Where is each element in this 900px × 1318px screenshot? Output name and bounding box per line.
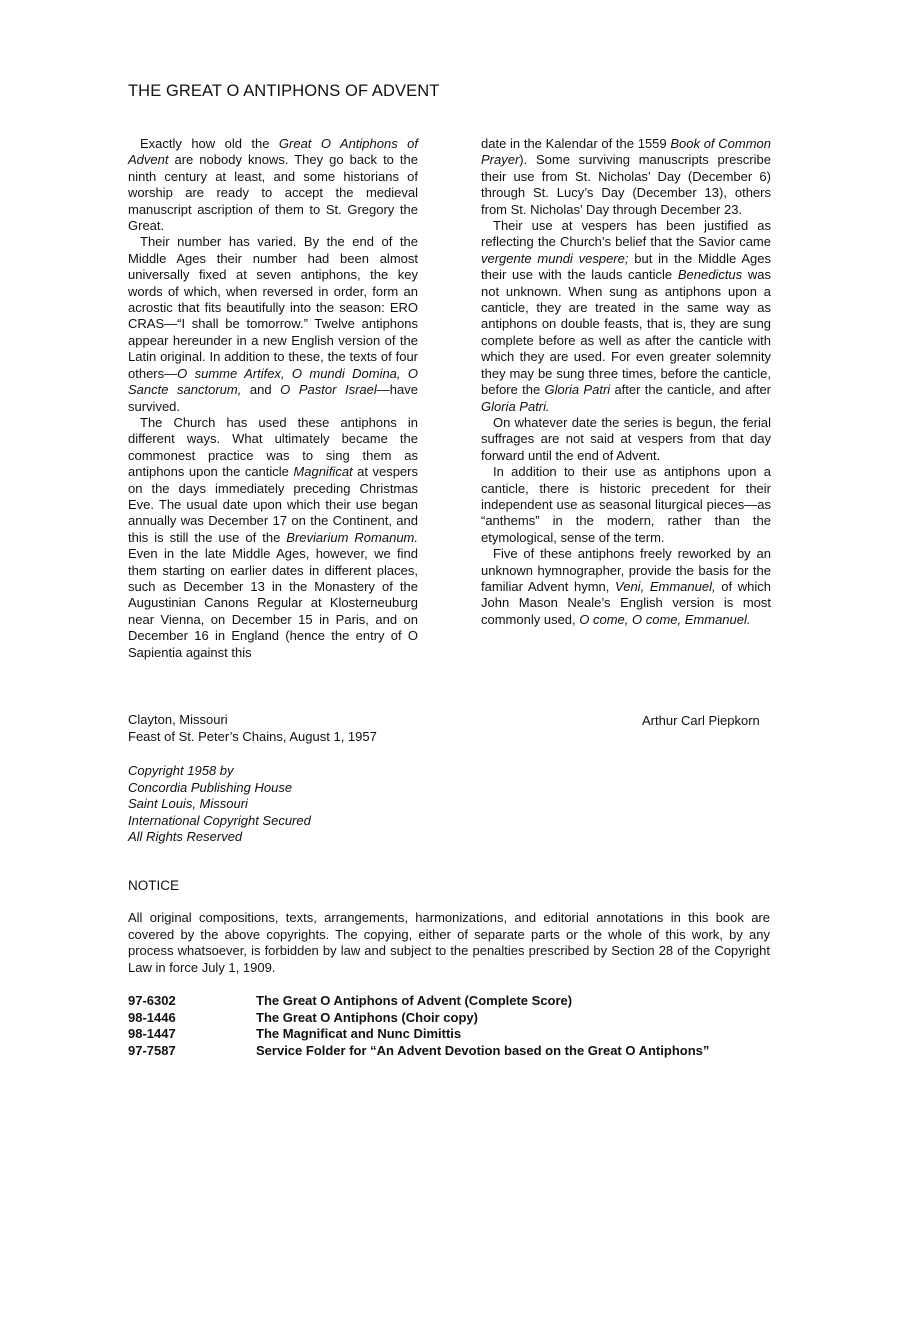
copyright-line: All Rights Reserved — [128, 829, 243, 845]
catalog-row — [128, 1026, 709, 1043]
paragraph: date in the Kalendar of the 1559 Book of Common Prayer). Some surviving manuscripts prescribe their use from St. Nicholas’ Day (December 6) through St. Lucy’s Day (December 13), others from St. Nicholas’ Day through December 23. — [481, 136, 771, 217]
catalog-row — [128, 993, 709, 1010]
notice-heading: NOTICE — [128, 878, 180, 893]
italic-title: Breviarium Romanum. — [286, 529, 418, 545]
page-title: THE GREAT O ANTIPHONS OF ADVENT — [128, 82, 440, 100]
italic-title: Great O Antiphons of Advent — [128, 136, 419, 168]
essay-column-right — [481, 136, 771, 628]
italic-title: O come, O come, Emmanuel. — [579, 611, 751, 627]
italic-title: Gloria Patri — [544, 382, 611, 398]
catalog-code: 98-1447 — [128, 1026, 176, 1042]
paragraph: Their number has varied. By the end of the Middle Ages their number had been almost universally fixed at seven antiphons, the key words of which, when reversed in order, form an acrostic that fits beautifully into the season: ERO CRAS—“I shall be tomorrow.” Twelve antiphons appear hereunder in a new English version of the Latin original. In addition to these, the texts of four others—O summe Artifex, O mundi Domina, O Sancte sanctorum, and O Pastor Israel—have survived. — [128, 234, 418, 414]
copyright-line: Concordia Publishing House — [128, 779, 293, 795]
italic-title: O summe Artifex, O mundi Domina, O Sancte sanctorum, — [128, 365, 418, 398]
italic-title: Veni, Emmanuel, — [615, 578, 716, 594]
paragraph: The Church has used these antiphons in different ways. What ultimately became the commonest practice was to sing them as antiphons upon the canticle Magnificat at vespers on the days immediately preceding Christmas Eve. The usual date upon which their use began annually was December 17 on the Continent, and this is still the use of the Breviarium Romanum. Even in the late Middle Ages, however, we find them starting on earlier dates in different places, such as December 13 in the Monastery of the Augustinian Canons Regular at Klosterneuburg near Vienna, on December 15 in Paris, and on December 16 in England (hence the entry of O Sapientia against this — [128, 414, 418, 660]
essay-column-left — [128, 136, 418, 661]
paragraph: On whatever date the series is begun, the ferial suffrages are not said at vespers from that day forward until the end of Advent. — [481, 414, 771, 463]
paragraph: Exactly how old the Great O Antiphons of Advent are nobody knows. They go back to the ninth century at least, and some historians of worship are ready to accept the medieval manuscript ascription of them to St. Gregory the Great. — [128, 136, 419, 234]
catalog-code: 97-6302 — [128, 993, 176, 1008]
italic-title: Book of Common Prayer — [481, 136, 771, 168]
catalog-title: The Great O Antiphons (Choir copy) — [256, 1009, 478, 1025]
copyright-line: Copyright 1958 by — [128, 763, 234, 778]
italic-title: O Pastor Israel — [280, 382, 377, 398]
paragraph: Five of these antiphons freely reworked by an unknown hymnographer, provide the basis for the familiar Advent hymn, Veni, Emmanuel, of which John Mason Neale’s English version is most commonly used, O come, O come, Emmanuel. — [481, 546, 771, 627]
italic-title: Gloria Patri. — [481, 398, 550, 414]
catalog-code: 97-7587 — [128, 1042, 176, 1058]
catalog-title: The Magnificat and Nunc Dimittis — [256, 1026, 462, 1042]
italic-title: Magnificat — [293, 464, 353, 480]
signature-place-date — [128, 711, 377, 745]
copyright-line: Saint Louis, Missouri — [128, 796, 248, 812]
signature-date: Feast of St. Peter’s Chains, August 1, 1957 — [128, 729, 377, 744]
catalog-title: The Great O Antiphons of Advent (Complete Score) — [256, 993, 573, 1008]
catalog-code: 98-1446 — [128, 1009, 176, 1025]
catalog-list — [128, 993, 709, 1059]
catalog-row — [128, 1010, 709, 1027]
notice-text: All original compositions, texts, arrangements, harmonizations, and editorial annotations in this book are covered by the above copyrights. The copying, either of separate parts or the whole of this work, by any process whatsoever, is forbidden by law and subject to the penalties prescribed by Section 28 of the Copyright Law in force July 1, 1909. — [128, 910, 770, 975]
paragraph: Their use at vespers has been justified as reflecting the Church’s belief that the Savior came vergente mundi vespere; but in the Middle Ages their use with the lauds canticle Benedictus was not unknown. When sung as antiphons upon a canticle, they are treated in the same way as antiphons on double feasts, that is, they are sung complete before as well as after the canticle with which they are used. For even greater solemnity they may be sung three times, before the canticle, before the Gloria Patri after the canticle, and after Gloria Patri. — [481, 218, 771, 414]
italic-title: vergente mundi vespere; — [481, 250, 629, 266]
signature-place: Clayton, Missouri — [128, 712, 228, 727]
paragraph: In addition to their use as antiphons upon a canticle, there is historic precedent for their independent use as seasonal liturgical pieces—as “anthems” in the modern, rather than the etymological, sense of the term. — [481, 464, 771, 545]
italic-title: Benedictus — [677, 267, 743, 283]
copyright-block — [128, 763, 311, 846]
catalog-row — [128, 1043, 709, 1060]
signature-author: Arthur Carl Piepkorn — [642, 713, 760, 728]
catalog-title: Service Folder for “An Advent Devotion based on the Great O Antiphons” — [256, 1042, 710, 1058]
copyright-line: International Copyright Secured — [128, 812, 311, 828]
